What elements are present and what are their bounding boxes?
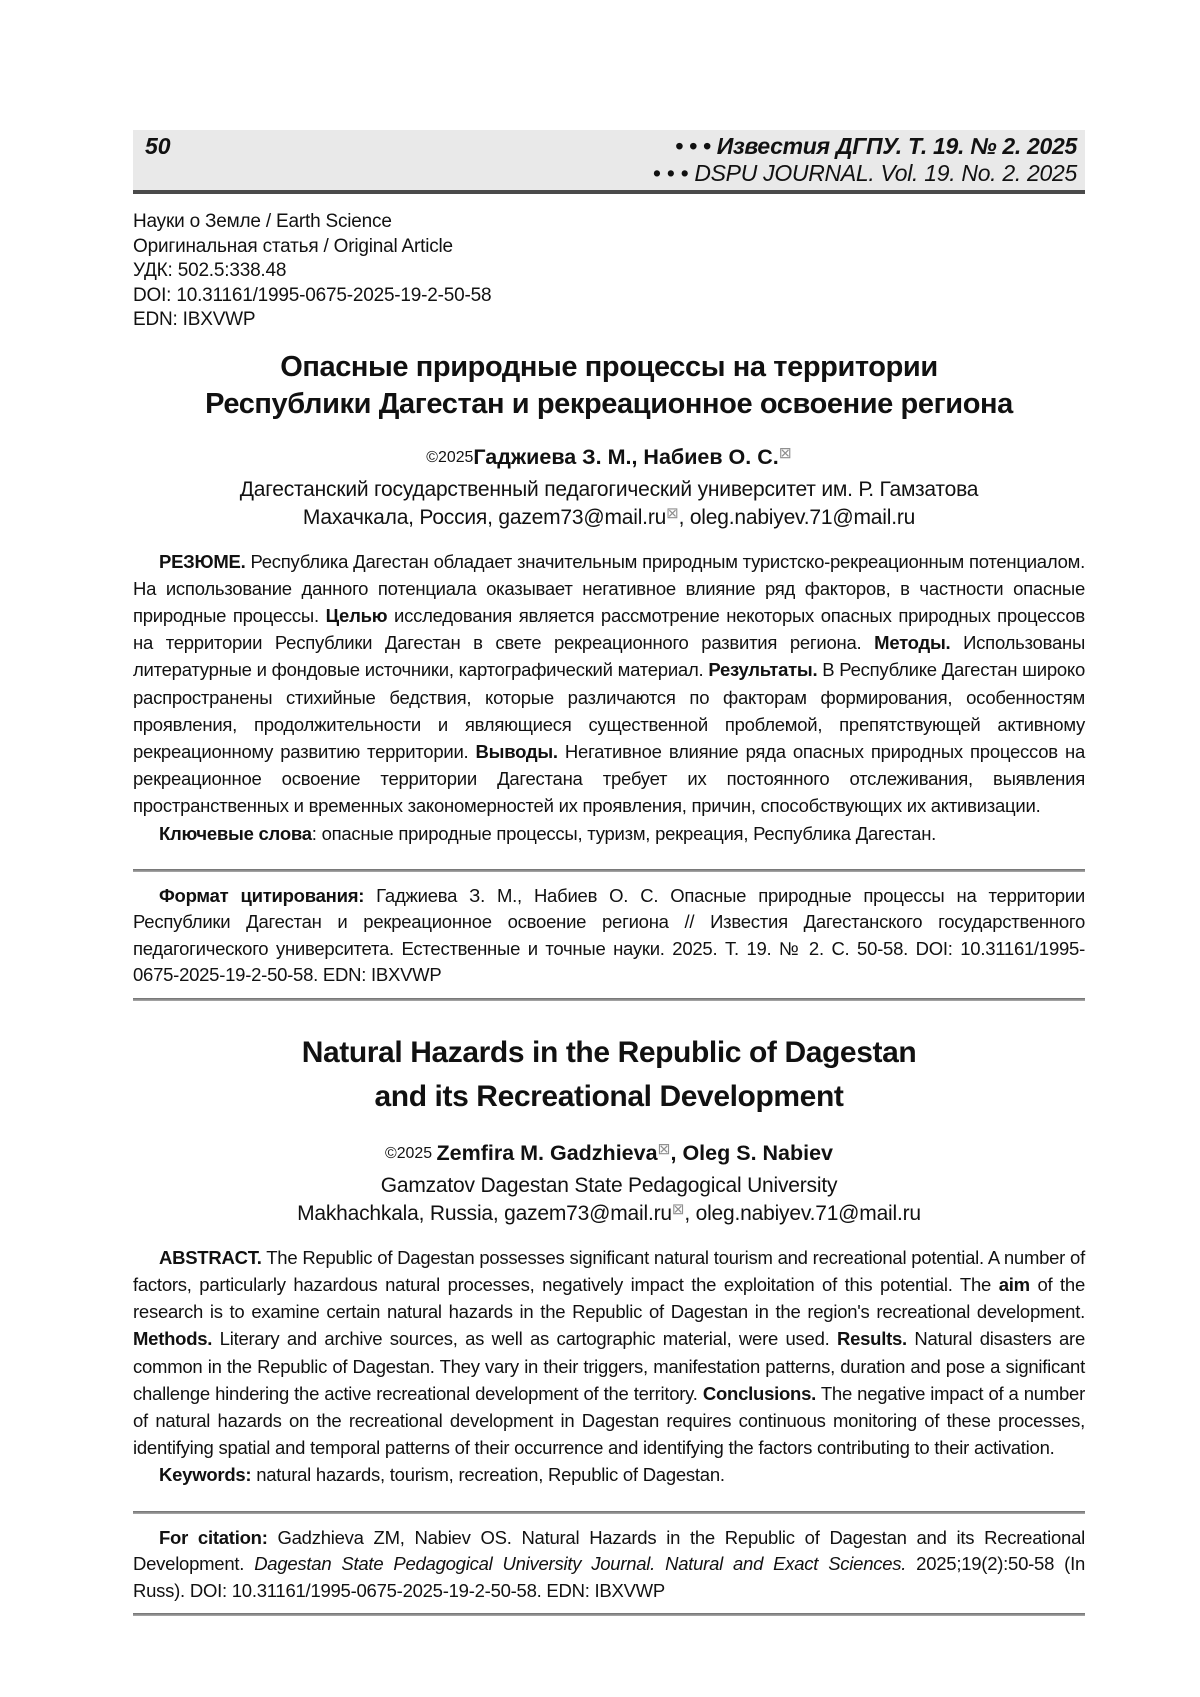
page-number: 50 [145,133,171,159]
citation-ru [133,883,1085,989]
citation-en [133,1525,1085,1605]
divider [133,1613,1085,1616]
text-segment: Республика Дагестан обладает значительным природным туристско-рекреационным потенциалом. На использование данного потенциала оказывает негативное влияние ряд факторов, в частности опасные природные процессы. [133,550,1085,626]
envelope-icon: ⊠ [778,444,792,462]
text-segment: For citation: [159,1526,268,1548]
text-segment: Results. [836,1328,907,1350]
envelope-icon: ⊠ [666,504,679,522]
text-segment: : опасные природные процессы, туризм, рекреация, Республика Дагестан. [311,822,937,844]
running-header [133,130,1085,194]
text-segment: Выводы. [475,740,558,762]
text-segment: Dagestan State Pedagogical University Journal. Natural and Exact Sciences. [254,1553,907,1575]
address-emails-en [133,1200,1085,1228]
text-segment: 2025;19(2):50-58 (In Russ). DOI: 10.31161/1995-0675-2025-19-2-50-58. EDN: IBXVWP [133,1553,1085,1601]
text-segment: , Oleg S. Nabiev [670,1140,834,1165]
text-segment: ©2025 [384,1144,437,1162]
text-segment: Conclusions. [702,1382,817,1404]
text-segment: исследования является рассмотрение некоторых опасных природных процессов на территории Республики Дагестан в свете рекреационного развития региона. [133,604,1086,654]
authors-ru [133,444,1085,471]
address-emails-ru [133,504,1085,532]
edn-code: EDN: IBXVWP [133,309,256,330]
keywords-en [133,1461,1085,1488]
text-segment: ABSTRACT. [159,1246,262,1268]
article-title-en [133,1031,1085,1119]
affiliation-en: Gamzatov Dagestan State Pedagogical University [380,1173,838,1197]
text-segment: Методы. [874,632,951,654]
title-en-line-2: and its Recreational Development [374,1079,844,1113]
abstract-en [133,1244,1085,1462]
article-meta [133,210,1085,333]
text-segment: Гаджиева З. М., Набиев О. С. [473,444,779,469]
title-en-line-1: Natural Hazards in the Republic of Dagestan [301,1035,917,1069]
text-segment: The Republic of Dagestan possesses significant natural tourism and recreational potential. A number of factors, particularly hazardous natural processes, negatively impact the exploitation of this potential. The [133,1246,1085,1295]
text-segment: РЕЗЮМЕ. [159,550,246,572]
text-segment: Махачкала, Россия, gazem73@mail.ru [302,505,667,529]
page-content [133,130,1085,1616]
text-segment: Makhachkala, Russia, gazem73@mail.ru [297,1201,672,1225]
text-segment: The negative impact of a number of natural hazards on the recreational development in Dagestan requires continuous monitoring of these processes, identifying spatial and temporal patterns of their occurrence and identifying the factors contributing to their activation. [133,1382,1085,1459]
journal-title-en: • • • DSPU JOURNAL. Vol. 19. No. 2. 2025 [652,160,1077,186]
text-segment: ©2025 [426,448,474,466]
text-segment: Целью [325,604,388,626]
divider [133,1511,1085,1514]
text-segment: Methods. [133,1328,213,1350]
envelope-icon: ⊠ [671,1200,685,1218]
title-ru-line-2: Республики Дагестан и рекреационное освоение региона [205,387,1013,420]
title-ru-line-1: Опасные природные процессы на территории [280,350,938,383]
subject-section-label: Науки о Земле / Earth Science [133,211,392,232]
text-segment: , oleg.nabiyev.71@mail.ru [684,1201,921,1225]
affiliation-ru: Дагестанский государственный педагогический университет им. Р. Гамзатова [239,477,979,501]
text-segment: Ключевые слова [159,822,312,844]
authors-en [133,1140,1085,1167]
text-segment: Natural disasters are common in the Republic of Dagestan. They vary in their triggers, manifestation patterns, duration and pose a significant challenge hindering the active recreational development of the territory. [133,1328,1085,1404]
article-type-label: Оригинальная статья / Original Article [133,235,453,257]
divider [133,998,1085,1001]
text-segment: Негативное влияние ряда опасных природных процессов на рекреационное освоение территории Дагестана требует их постоянного отслеживания, выявления пространственных и временных закономерностей их проявления, причин, способствующих их активизации. [133,740,1085,817]
text-segment: Keywords: [159,1464,252,1486]
text-segment: Гаджиева З. М., Набиев О. С. Опасные природные процессы на территории Республики Дагестан и рекреационное освоение региона // Известия Дагестанского государственного педагогического университета. Естественные и точные науки. 2025. Т. 19. № 2. С. 50-58. DOI: 10.31161/1995-0675-2025-19-2-50-58. EDN: IBXVWP [133,884,1085,986]
text-segment: of the research is to examine certain natural hazards in the Republic of Dagestan in the region's recreational development. [133,1273,1085,1323]
text-segment: Результаты. [708,659,818,681]
abstract-ru [133,548,1085,820]
udk-code: УДК: 502.5:338.48 [133,260,287,281]
abstract-block-ru [133,548,1085,847]
keywords-ru [133,820,1085,847]
journal-title-block [653,133,1077,187]
text-segment: Формат цитирования: [159,884,365,906]
divider [133,869,1085,872]
text-segment: В Республике Дагестан широко распространены стихийные бедствия, которые различаются по факторам формирования, особенностям проявления, продолжительности и являющиеся существенной проблемой, препятствующей активному рекреационному развитию территории. [133,659,1085,762]
text-segment: , oleg.nabiyev.71@mail.ru [678,505,916,529]
abstract-block-en [133,1244,1085,1489]
envelope-icon: ⊠ [657,1140,671,1158]
text-segment: Zemfira M. Gadzhieva [436,1140,658,1165]
article-title-ru [133,349,1085,423]
text-segment: Gadzhieva ZM, Nabiev OS. Natural Hazards in the Republic of Dagestan and its Recreational Development. [133,1526,1085,1575]
doi-code: DOI: 10.31161/1995-0675-2025-19-2-50-58 [133,284,492,306]
journal-title-ru: • • • Известия ДГПУ. Т. 19. № 2. 2025 [675,133,1077,159]
text-segment: aim [998,1273,1030,1295]
text-segment: natural hazards, tourism, recreation, Republic of Dagestan. [251,1464,725,1486]
text-segment: Literary and archive sources, as well as cartographic material, were used. [212,1328,837,1350]
text-segment: Использованы литературные и фондовые источники, картографический материал. [133,632,1085,681]
